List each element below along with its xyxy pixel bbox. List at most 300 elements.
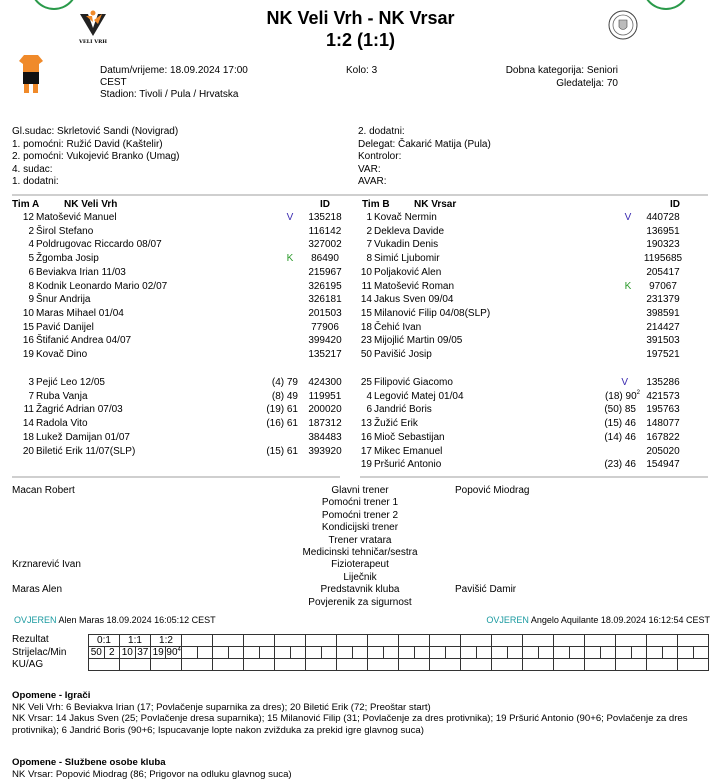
result-cell — [244, 635, 275, 647]
scorer-minute-cell — [600, 647, 616, 659]
player-number: 25 — [360, 377, 372, 388]
player-id: 391503 — [646, 335, 680, 347]
player-row — [350, 280, 690, 294]
player-id: 154947 — [646, 459, 680, 471]
player-row — [12, 417, 352, 431]
player-name: Žgomba Josip — [36, 253, 99, 265]
scorer-minute-cell — [352, 647, 368, 659]
player-id: 195763 — [646, 404, 680, 416]
player-id: 187312 — [308, 418, 342, 430]
player-name: Milanović Filip 04/08(SLP) — [374, 307, 491, 319]
scorer-minute: 37 — [137, 647, 149, 658]
captain-mark: K — [624, 280, 632, 292]
player-number: 6 — [366, 404, 372, 416]
player-number: 4 — [28, 239, 34, 251]
player-id: 327002 — [308, 239, 342, 251]
player-number: 10 — [22, 307, 34, 319]
player-id: 136951 — [646, 225, 680, 237]
player-number: 17 — [360, 445, 372, 457]
kuag-cell — [647, 659, 678, 671]
player-name: Kovač Nermin — [374, 212, 437, 223]
team-a-name: NK Veli Vrh — [64, 199, 118, 210]
officials-left — [12, 126, 179, 189]
player-name: Jakus Sven 09/04 — [374, 294, 454, 306]
away-verification — [400, 614, 710, 626]
row-label-kuag: KU/AG — [12, 659, 44, 670]
player-row — [12, 307, 352, 321]
substitution-info — [248, 403, 298, 416]
substitution-sup: 2 — [636, 389, 640, 396]
player-row — [350, 307, 690, 321]
player-row — [350, 238, 690, 252]
player-number: 6 — [28, 266, 34, 278]
player-name: Maras Mihael 01/04 — [36, 307, 124, 319]
substitution-text: (15) 61 — [266, 445, 298, 457]
scorer-number-cell — [616, 647, 632, 659]
player-name: Ruba Vanja — [36, 390, 88, 402]
player-name: Štifanić Andrea 04/07 — [36, 335, 132, 347]
player-name: Pavišić Josip — [374, 349, 432, 360]
staff-role: Kondicijski trener — [321, 522, 399, 534]
staff-role: Pomoćni trener 2 — [321, 509, 399, 521]
official-line: VAR: — [358, 163, 381, 175]
kuag-cell — [678, 659, 709, 671]
result-cell — [337, 635, 368, 647]
scorer-number-cell — [275, 647, 291, 659]
scorer-number-cell — [430, 647, 446, 659]
verified-status: OVJEREN — [486, 615, 529, 625]
result-cell — [430, 635, 461, 647]
match-score: 1:2 (1:1) — [325, 30, 396, 50]
scorer-number-cell — [337, 647, 353, 659]
result-cell: 1:2 — [151, 635, 182, 647]
scorer-minute-cell — [383, 647, 399, 659]
scorer-number-cell — [213, 647, 229, 659]
player-number: 3 — [28, 377, 34, 388]
official-line: 2. dodatni: — [358, 126, 405, 137]
kuag-cell — [368, 659, 399, 671]
substitution-text: (16) 61 — [266, 418, 298, 430]
player-id: 326195 — [308, 280, 342, 292]
result-cell — [616, 635, 647, 647]
scorer-number-cell — [461, 647, 477, 659]
substitution-info — [586, 403, 636, 416]
player-name: Legović Matej 01/04 — [374, 390, 464, 402]
kuag-row — [89, 659, 709, 671]
away-verifier: Angelo Aquilante 18.09.2024 16:12:54 CEST — [530, 615, 710, 625]
scorer-number-cell — [678, 647, 694, 659]
player-name: Filipović Giacomo — [374, 377, 453, 388]
player-id: 190323 — [646, 239, 680, 251]
player-row — [12, 348, 352, 362]
scorer-number-cell — [492, 647, 508, 659]
staff-role: Pomoćni trener 1 — [321, 497, 399, 509]
player-id: 231379 — [646, 294, 680, 306]
player-name: Mijojlić Martin 09/05 — [374, 335, 463, 347]
result-cell — [461, 635, 492, 647]
scorer-minute-cell — [290, 647, 306, 659]
result-row — [89, 635, 709, 647]
result-cell — [399, 635, 430, 647]
substitution-text: (50) 85 — [604, 404, 636, 416]
player-id: 135286 — [646, 377, 680, 388]
home-staff-name: Macan Robert — [12, 485, 75, 496]
player-id: 135218 — [308, 212, 342, 223]
row-label-scorer: Strijelac/Min — [12, 647, 67, 658]
staff-role: Trener vratara — [328, 534, 392, 546]
player-number: 16 — [360, 431, 372, 443]
staff-role: Medicinski tehničar/sestra — [302, 547, 418, 558]
staff-role: Glavni trener — [331, 485, 389, 496]
home-logo-text: VELI VRH — [78, 39, 108, 45]
result-cell — [554, 635, 585, 647]
substitution-info — [586, 431, 636, 444]
scorer-minute-cell — [321, 647, 337, 659]
substitution-text: (14) 46 — [604, 431, 636, 443]
scorer-minute-cell — [259, 647, 275, 659]
scorer-minute-cell — [228, 647, 244, 659]
player-id: 205020 — [646, 445, 680, 457]
substitution-text: (15) 46 — [604, 418, 636, 430]
player-row — [350, 252, 690, 266]
player-row — [12, 390, 352, 404]
player-id: 77906 — [311, 321, 339, 333]
player-row — [350, 348, 690, 362]
scorer-number-cell — [244, 647, 260, 659]
player-name: Biletić Erik 11/07(SLP) — [36, 445, 136, 457]
official-line: 2. pomoćni: Vukojević Branko (Umag) — [12, 151, 180, 163]
match-title: NK Veli Vrh - NK Vrsar — [266, 8, 455, 28]
kuag-cell — [151, 659, 182, 671]
scorer-minute-cell — [507, 647, 523, 659]
kuag-cell — [399, 659, 430, 671]
player-row — [12, 280, 352, 294]
player-name: Vukadin Denis — [374, 239, 439, 251]
match-timezone: CEST — [100, 77, 127, 88]
kuag-cell — [492, 659, 523, 671]
player-row — [350, 458, 690, 472]
kuag-cell — [120, 659, 151, 671]
player-number: 2 — [28, 225, 34, 237]
player-number: 18 — [22, 431, 34, 443]
scorer-number-cell — [554, 647, 570, 659]
player-number: 8 — [28, 280, 34, 292]
player-row — [12, 225, 352, 239]
player-id: 393920 — [308, 445, 342, 457]
player-name: Dekleva Davide — [374, 225, 445, 237]
scorer-minute-cell — [197, 647, 213, 659]
player-name: Poldrugovac Riccardo 08/07 — [36, 239, 162, 251]
kuag-cell — [523, 659, 554, 671]
row-label-result: Rezultat — [12, 634, 49, 645]
substitution-text: (18) 90 — [604, 390, 637, 402]
scorer-row — [89, 647, 709, 659]
cautions-players — [12, 690, 712, 736]
player-name: Žagrić Adrian 07/03 — [36, 404, 123, 416]
substitution-info — [248, 376, 298, 389]
match-stadium: Stadion: Tivoli / Pula / Hrvatska — [100, 89, 239, 100]
away-staff-name: Pavišić Damir — [455, 584, 517, 596]
player-number: 9 — [28, 294, 34, 306]
official-line: Gl.sudac: Skrletović Sandi (Novigrad) — [12, 126, 179, 137]
player-id: 200020 — [308, 404, 342, 416]
scorer-minute-cell — [693, 647, 709, 659]
substitution-info — [590, 390, 640, 403]
caution-line: NK Vrsar: Popović Miodrag (86; Prigovor na odluku glavnog suca) — [12, 768, 292, 780]
player-row — [12, 445, 352, 459]
player-id: 86490 — [311, 253, 339, 265]
cautions-players-title: Opomene - Igrači — [12, 690, 91, 701]
player-name: Jandrić Boris — [374, 404, 432, 416]
player-id: 399420 — [308, 335, 342, 347]
separator — [12, 476, 340, 478]
player-number: 5 — [28, 253, 34, 265]
kuag-cell — [585, 659, 616, 671]
player-number: 15 — [22, 321, 34, 333]
scorer-minute-cell — [631, 647, 647, 659]
goalkeeper-mark — [578, 376, 628, 389]
scorer-number-cell: 19 — [151, 647, 166, 659]
player-name: Lukež Damijan 01/07 — [36, 431, 130, 443]
player-row — [12, 266, 352, 280]
verified-status: OVJEREN — [14, 615, 57, 625]
player-name: Pejić Leo 12/05 — [36, 377, 105, 388]
scorer-minute: 90 — [166, 647, 178, 658]
player-number: 4 — [366, 390, 372, 402]
player-id: 116142 — [308, 225, 342, 237]
goalkeeper-mark: V — [624, 212, 632, 223]
team-b-label: Tim B — [362, 199, 390, 210]
substitution-info — [586, 417, 636, 430]
result-cell — [213, 635, 244, 647]
official-line: 1. dodatni: — [12, 176, 59, 188]
cautions-staff-title: Opomene - Službene osobe kluba — [12, 757, 166, 768]
player-name: Matošević Manuel — [36, 212, 117, 223]
player-number: 7 — [366, 239, 372, 251]
player-row — [12, 293, 352, 307]
player-number: 19 — [22, 349, 34, 360]
player-id: 167822 — [646, 431, 680, 443]
player-id: 398591 — [646, 307, 680, 319]
player-id: 424300 — [308, 377, 342, 388]
player-row — [350, 431, 690, 445]
team-b-name: NK Vrsar — [414, 199, 457, 210]
scorer-minute-cell — [445, 647, 461, 659]
player-name: Mikec Emanuel — [374, 445, 443, 457]
kuag-cell — [244, 659, 275, 671]
substitution-text: (23) 46 — [604, 459, 636, 471]
match-datetime: Datum/vrijeme: 18.09.2024 17:00 — [100, 65, 248, 76]
substitution-text: V — [621, 377, 628, 388]
player-id: 440728 — [646, 212, 680, 223]
player-row — [12, 252, 352, 266]
match-round: Kolo: 3 — [346, 65, 378, 76]
player-name: Pavić Danijel — [36, 321, 94, 333]
player-number: 12 — [22, 212, 34, 223]
player-name: Šnur Andrija — [36, 294, 91, 306]
home-verifier: Alen Maras 18.09.2024 16:05:12 CEST — [58, 615, 216, 625]
cautions-staff — [12, 757, 712, 780]
scorer-number-cell — [399, 647, 415, 659]
kuag-cell — [461, 659, 492, 671]
result-cell — [678, 635, 709, 647]
officials-right — [358, 126, 491, 189]
result-cell — [306, 635, 337, 647]
away-staff-name: Popović Miodrag — [455, 485, 530, 496]
player-number: 11 — [361, 280, 372, 292]
scorer-minute-cell — [569, 647, 585, 659]
player-row — [350, 390, 690, 404]
caution-line: NK Veli Vrh: 6 Beviakva Irian (17; Povlačenje suparnika za dres); 20 Biletić Erik (72; Preoštar start) — [12, 701, 431, 713]
scorer-number-cell — [523, 647, 539, 659]
player-number: 18 — [360, 321, 372, 333]
staff-role: Liječnik — [343, 571, 377, 583]
player-id: 119951 — [308, 390, 342, 402]
substitution-info — [248, 417, 298, 430]
player-id: 215967 — [308, 266, 342, 278]
player-row — [12, 211, 352, 225]
player-name: Čehić Ivan — [374, 321, 422, 333]
kuag-cell — [89, 659, 120, 671]
scorer-number-cell — [647, 647, 663, 659]
staff-role: Fizioterapeut — [331, 559, 389, 571]
scorer-minute-cell — [104, 647, 120, 659]
player-row — [12, 376, 352, 390]
scorer-minute: 2 — [108, 647, 115, 658]
result-cell — [182, 635, 213, 647]
player-row — [350, 376, 690, 390]
scorer-number-cell — [182, 647, 198, 659]
substitution-info — [586, 458, 636, 471]
player-row — [350, 266, 690, 280]
scorer-minute-cell — [166, 647, 182, 659]
player-id: 197521 — [646, 349, 680, 360]
player-name: Poljaković Alen — [374, 266, 442, 278]
kuag-cell — [430, 659, 461, 671]
player-id: 97067 — [649, 280, 677, 292]
player-number: 50 — [360, 349, 372, 360]
scorer-number-cell — [585, 647, 601, 659]
scorer-minute-cell — [538, 647, 554, 659]
scorer-minute-cell — [414, 647, 430, 659]
scorer-minute-cell — [135, 647, 151, 659]
score-table — [88, 634, 709, 671]
player-row — [350, 211, 690, 225]
scorer-minute-sup: 4 — [177, 647, 181, 653]
player-id: 201503 — [308, 307, 342, 319]
home-kit-icon — [18, 54, 44, 94]
official-line: 1. pomoćni: Ružić David (Kaštelir) — [12, 138, 163, 150]
player-number: 2 — [366, 225, 372, 237]
player-number: 14 — [22, 418, 34, 430]
substitution-info — [248, 445, 298, 458]
player-number: 15 — [360, 307, 372, 319]
scorer-minute-cell — [476, 647, 492, 659]
team-a-label: Tim A — [12, 199, 40, 210]
player-name: Radola Vito — [36, 418, 88, 430]
player-id: 205417 — [646, 266, 680, 278]
result-cell — [647, 635, 678, 647]
home-staff-name: Maras Alen — [12, 584, 63, 596]
player-row — [350, 417, 690, 431]
player-id: 384483 — [308, 431, 342, 443]
scorer-number-cell — [306, 647, 322, 659]
player-name: Kovač Dino — [36, 349, 88, 360]
player-row — [12, 238, 352, 252]
player-row — [350, 293, 690, 307]
player-name: Simić Ljubomir — [374, 253, 440, 265]
player-row — [350, 403, 690, 417]
staff-role: Povjerenik za sigurnost — [308, 596, 412, 608]
player-id: 326181 — [308, 294, 342, 306]
player-name: Mioč Sebastijan — [374, 431, 445, 443]
player-id: 1195685 — [643, 253, 683, 265]
official-line: Delegat: Čakarić Matija (Pula) — [358, 138, 491, 150]
kuag-cell — [616, 659, 647, 671]
captain-mark: K — [286, 253, 294, 265]
player-name: Beviakva Irian 11/03 — [36, 266, 126, 278]
caution-line: NK Vrsar: 14 Jakus Sven (25; Povlačenje dresa suparnika); 15 Milanović Filip (31; Povlačenje za dres protivnika); 19 Pršurić Antonio (90+6; Povlačenje za dres protivnika); 6 Jandrić Boris (90+6; Ispucavanje lopte nakon zvižduka za prekid igre glavnog suca) — [12, 713, 688, 736]
player-name: Žužić Erik — [374, 418, 418, 430]
goalkeeper-mark: V — [286, 212, 294, 223]
separator — [12, 194, 708, 196]
player-row — [12, 431, 352, 445]
team-b-id-header: ID — [670, 199, 680, 210]
player-number: 13 — [360, 418, 372, 430]
official-line: AVAR: — [358, 176, 387, 188]
team-a-id-header: ID — [320, 199, 330, 210]
kuag-cell — [554, 659, 585, 671]
result-cell — [492, 635, 523, 647]
scorer-number-cell: 10 — [120, 647, 136, 659]
player-number: 19 — [360, 459, 372, 471]
player-row — [350, 445, 690, 459]
player-row — [12, 334, 352, 348]
substitution-text: (8) 49 — [271, 390, 298, 402]
result-cell: 0:1 — [89, 635, 120, 647]
kuag-cell — [213, 659, 244, 671]
player-number: 7 — [28, 390, 34, 402]
player-name: Kodnik Leonardo Mario 02/07 — [36, 280, 168, 292]
player-number: 8 — [366, 253, 372, 265]
player-id: 214427 — [646, 321, 680, 333]
result-cell — [585, 635, 616, 647]
player-id: 148077 — [646, 418, 680, 430]
player-id: 135217 — [308, 349, 342, 360]
home-staff-name: Krznarević Ivan — [12, 559, 81, 571]
player-row — [350, 225, 690, 239]
age-category: Dobna kategorija: Seniori — [505, 65, 618, 76]
official-line: Kontrolor: — [358, 151, 402, 163]
player-number: 23 — [360, 335, 372, 347]
substitution-text: (19) 61 — [266, 404, 298, 416]
player-name: Pršurić Antonio — [374, 459, 442, 471]
home-verification — [14, 614, 216, 626]
result-cell — [275, 635, 306, 647]
result-cell — [368, 635, 399, 647]
official-line: 4. sudac: — [12, 163, 53, 175]
player-number: 11 — [23, 404, 34, 416]
substitution-text: (4) 79 — [271, 377, 298, 388]
substitution-info — [248, 390, 298, 403]
player-row — [350, 334, 690, 348]
player-id: 421573 — [646, 390, 680, 402]
kuag-cell — [182, 659, 213, 671]
scorer-minute-cell — [662, 647, 678, 659]
scorer-number-cell: 50 — [89, 647, 105, 659]
kuag-cell — [275, 659, 306, 671]
result-cell — [523, 635, 554, 647]
